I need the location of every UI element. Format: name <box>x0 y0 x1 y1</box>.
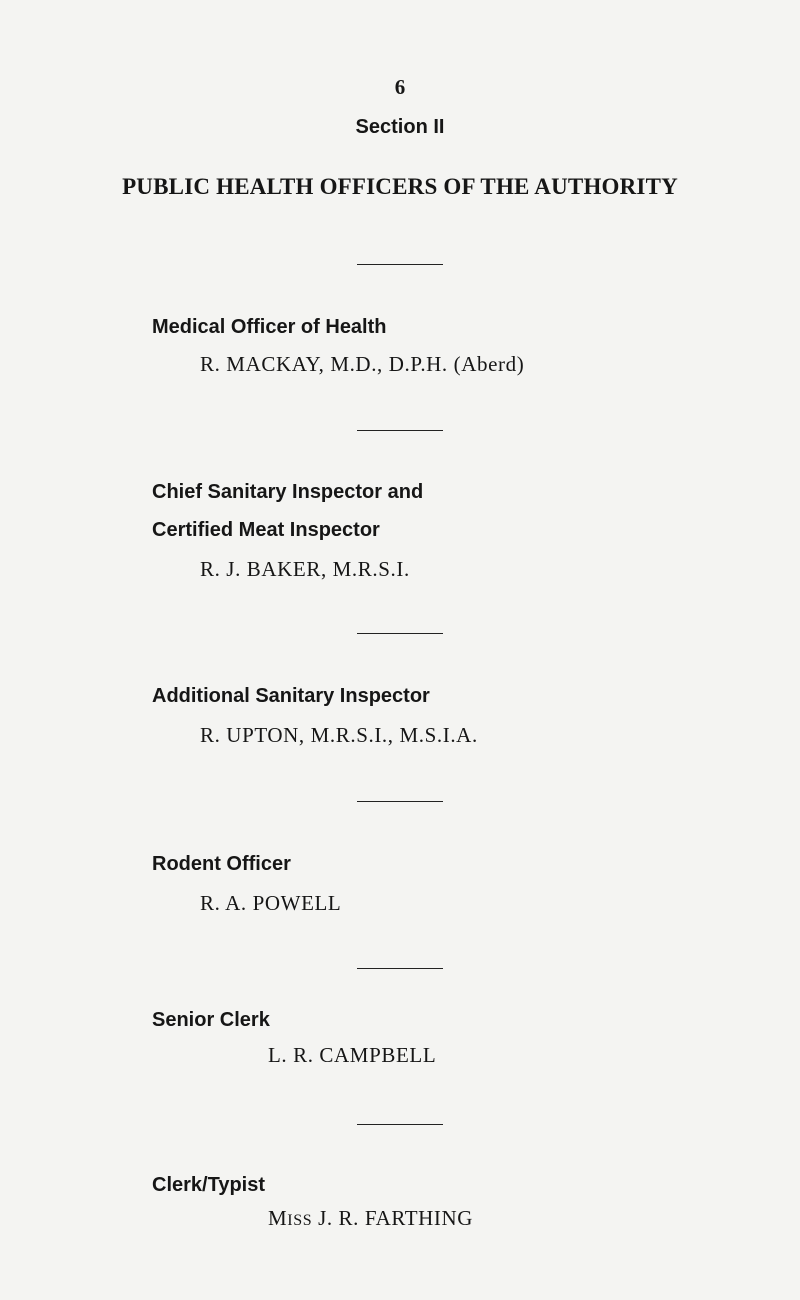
page-title: PUBLIC HEALTH OFFICERS OF THE AUTHORITY <box>122 174 678 199</box>
divider-rule <box>357 1124 443 1125</box>
page-number: 6 <box>394 75 406 99</box>
section-label: Section II <box>355 116 445 138</box>
officer-role-rodent: Rodent Officer <box>152 853 291 875</box>
divider-rule <box>357 430 443 431</box>
name-title-initial: M <box>268 1206 288 1230</box>
divider-rule <box>357 264 443 265</box>
officer-name-additional-sanitary: R. UPTON, M.R.S.I., M.S.I.A. <box>200 723 478 747</box>
officer-role-senior-clerk: Senior Clerk <box>152 1009 270 1031</box>
divider-rule <box>357 968 443 969</box>
officer-name-clerk-typist <box>268 1206 473 1231</box>
name-title-rest: ISS <box>287 1212 313 1229</box>
officer-role-chief-sanitary-line2: Certified Meat Inspector <box>152 519 380 541</box>
officer-name-medical: R. MACKAY, M.D., D.P.H. (Aberd) <box>200 352 525 376</box>
officer-role-chief-sanitary-line1: Chief Sanitary Inspector and <box>152 481 424 503</box>
officer-role-clerk-typist: Clerk/Typist <box>152 1174 265 1196</box>
officer-name-rodent: R. A. POWELL <box>200 891 342 915</box>
divider-rule <box>357 633 443 634</box>
officer-role-additional-sanitary: Additional Sanitary Inspector <box>152 685 430 707</box>
officer-name-chief-sanitary: R. J. BAKER, M.R.S.I. <box>200 557 410 581</box>
name-text: J. R. FARTHING <box>318 1206 474 1230</box>
officer-role-medical: Medical Officer of Health <box>152 316 387 338</box>
divider-rule <box>357 801 443 802</box>
officer-name-senior-clerk: L. R. CAMPBELL <box>268 1043 437 1067</box>
